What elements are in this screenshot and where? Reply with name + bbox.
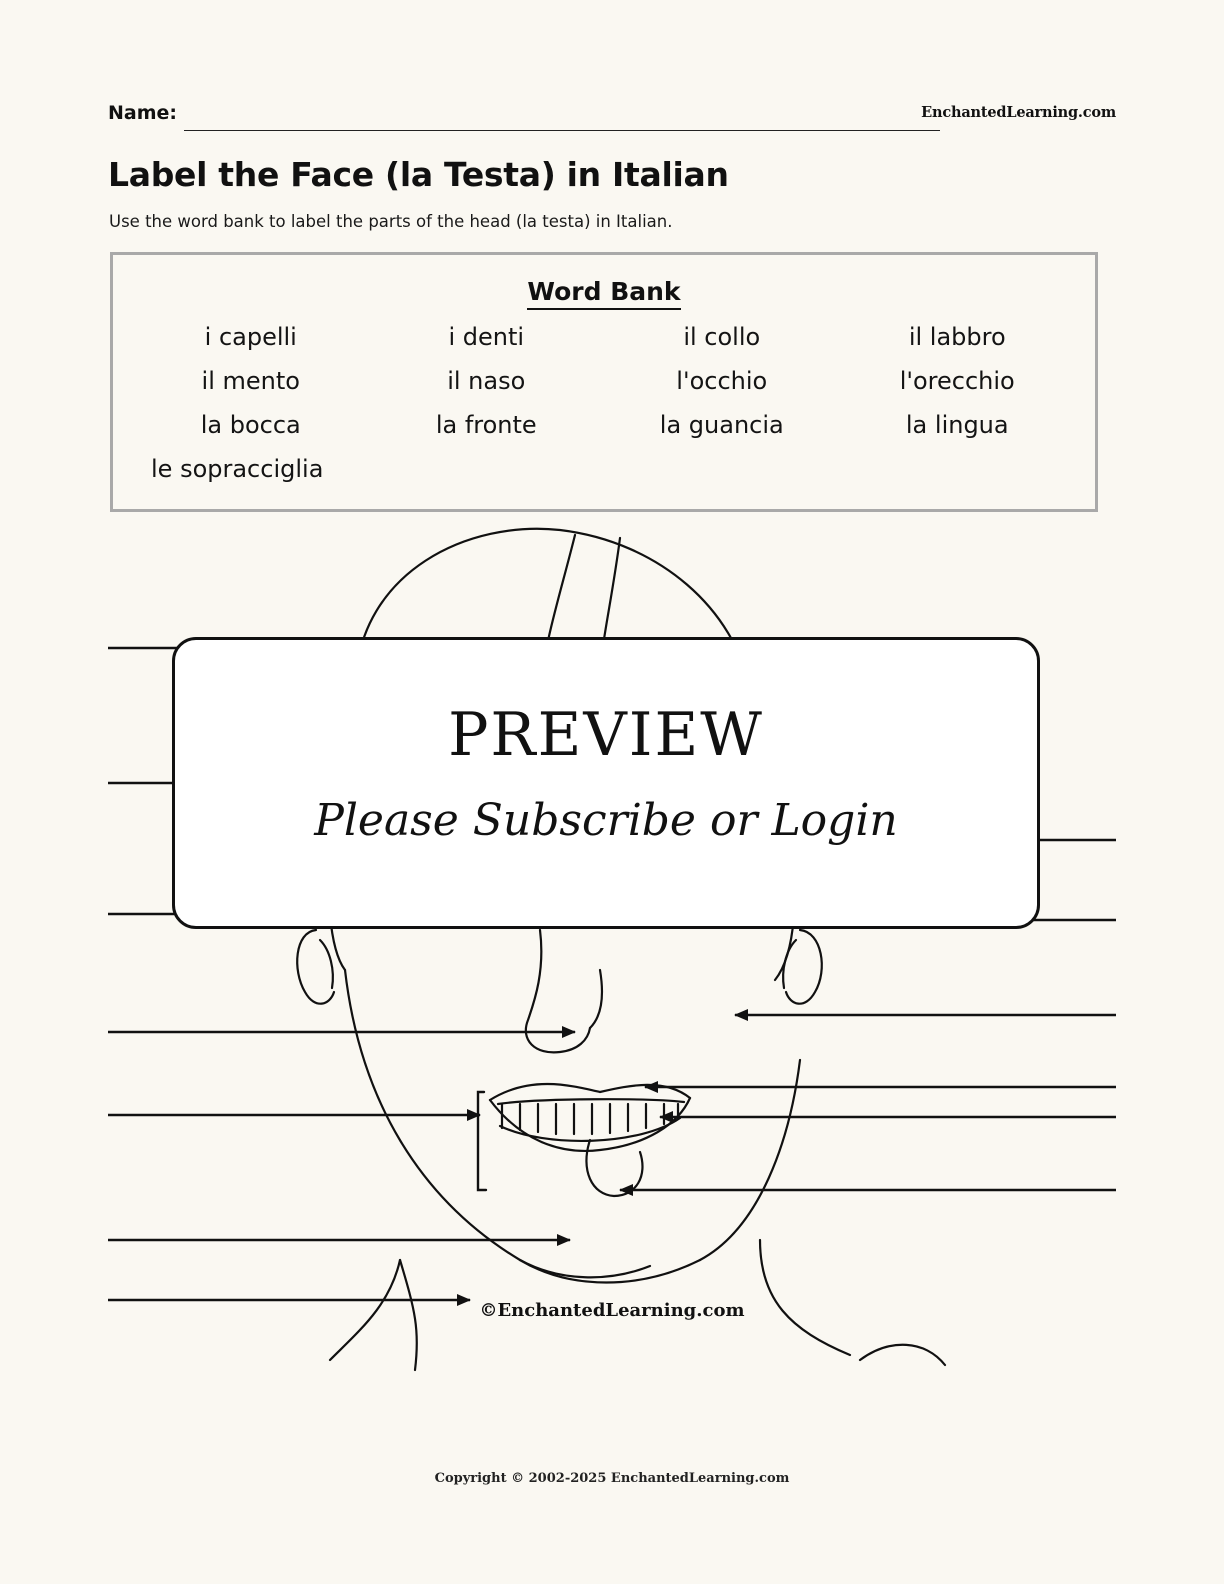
- word-bank-item: la fronte: [435, 411, 537, 439]
- name-label: Name:: [108, 102, 178, 124]
- art-credit: ©EnchantedLearning.com: [479, 1300, 745, 1321]
- word-bank-item: i denti: [448, 323, 525, 351]
- word-bank-grid: [133, 323, 1075, 483]
- copyright-footer: Copyright © 2002-2025 EnchantedLearning.com: [434, 1471, 790, 1486]
- word-bank-item: il mento: [201, 367, 300, 395]
- word-bank-item: le sopracciglia: [151, 455, 324, 483]
- word-bank-item: la guancia: [659, 411, 784, 439]
- preview-title: PREVIEW: [448, 700, 764, 770]
- word-bank-heading: [113, 277, 1095, 306]
- preview-subscribe-text[interactable]: Please Subscribe or Login: [314, 795, 898, 846]
- word-bank-box: [110, 252, 1098, 512]
- instructions-text: Use the word bank to label the parts of the head (la testa) in Italian.: [109, 212, 673, 231]
- word-bank-item: il labbro: [908, 323, 1006, 351]
- word-bank-item: l'occhio: [676, 367, 768, 395]
- word-bank-item: la bocca: [200, 411, 301, 439]
- brand-logo: EnchantedLearning.com: [921, 104, 1116, 121]
- word-bank-item: l'orecchio: [899, 367, 1015, 395]
- name-row: [108, 100, 1116, 136]
- name-input-line[interactable]: [184, 130, 940, 131]
- word-bank-item: la lingua: [905, 411, 1009, 439]
- word-bank-item: il naso: [447, 367, 526, 395]
- page-title: Label the Face (la Testa) in Italian: [108, 155, 729, 194]
- preview-overlay: [172, 637, 1040, 929]
- face-diagram: [0, 500, 1224, 1400]
- word-bank-heading-text: Word Bank: [527, 277, 680, 310]
- word-bank-item: i capelli: [204, 323, 297, 351]
- word-bank-item: il collo: [683, 323, 761, 351]
